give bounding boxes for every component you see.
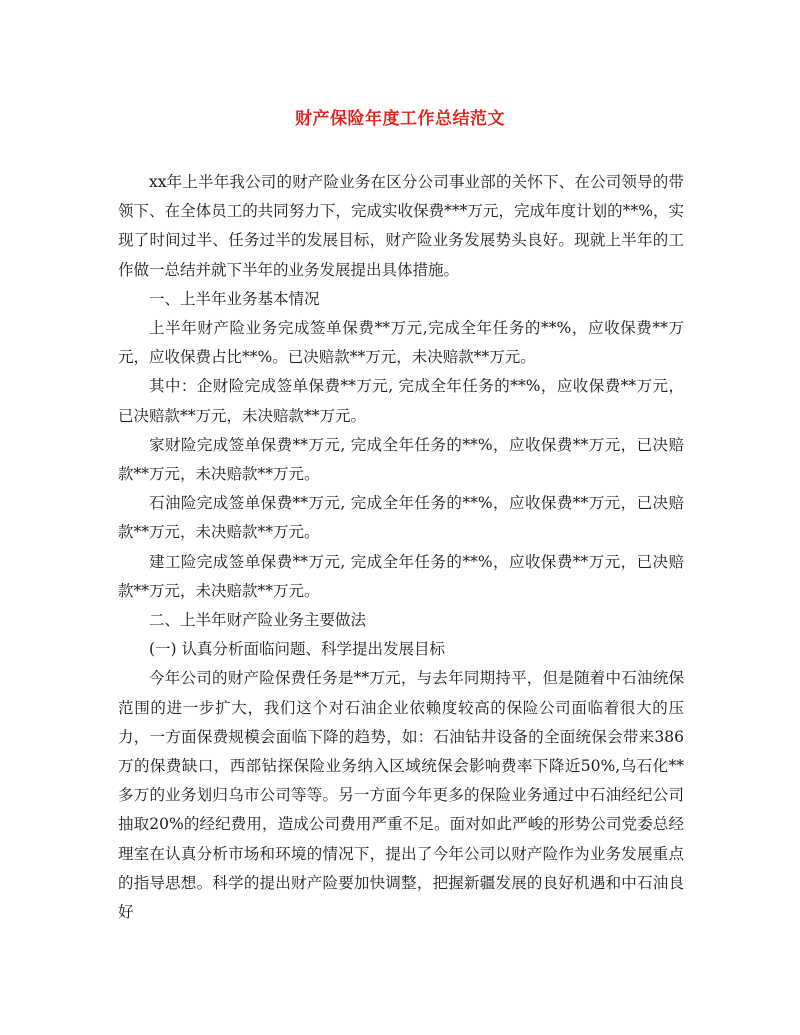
paragraph-construction-insurance: 建工险完成签单保费**万元, 完成全年任务的**%，应收保费**万元，已决赔款**万元，未决赔款**万元。 xyxy=(118,552,684,600)
paragraph-enterprise-insurance: 其中：企财险完成签单保费**万元, 完成全年任务的**%，应收保费**万元，已决赔款**万元，未决赔款**万元。 xyxy=(118,377,684,425)
section-heading-2: 二、上半年财产险业务主要做法 xyxy=(149,611,367,630)
paragraph-summary: 上半年财产险业务完成签单保费**万元,完成全年任务的**%，应收保费**万元，应收保费占比**%。已决赔款**万元，未决赔款**万元。 xyxy=(118,319,684,367)
subsection-heading-1: (一) 认真分析面临问题、科学提出发展目标 xyxy=(149,640,446,659)
paragraph-household-insurance: 家财险完成签单保费**万元, 完成全年任务的**%，应收保费**万元，已决赔款**万元，未决赔款**万元。 xyxy=(118,435,684,484)
paragraph-intro: xx年上半年我公司的财产险业务在区分公司事业部的关怀下、在公司领导的带领下、在全体员工的共同努力下，完成实收保费***万元，完成年度计划的**%，实现了时间过半、任务过半的发展目标，财产险业务发展势头良好。现就上半年的工作做一总结并就下半年的业务发展提出具体措施。 xyxy=(118,173,684,279)
document-title: 财产保险年度工作总结范文 xyxy=(295,109,505,129)
paragraph-petroleum-insurance: 石油险完成签单保费**万元, 完成全年任务的**%，应收保费**万元，已决赔款**万元，未决赔款**万元。 xyxy=(118,494,684,542)
paragraph-analysis: 今年公司的财产险保费任务是**万元，与去年同期持平，但是随着中石油统保范围的进一步扩大，我们这个对石油企业依赖度较高的保险公司面临着很大的压力，一方面保费规模会面临下降的趋势，如：石油钻井设备的全面统保会带来386万的保费缺口，西部钻探保险业务纳入区域统保会影响费率下降近50%,乌石化**多万的业务划归乌市公司等等。另一方面今年更多的保险业务通过中石油经纪公司抽取20%的经纪费用，造成公司费用严重不足。面对如此严峻的形势公司党委总经理室在认真分析市场和环境的情况下，提出了今年公司以财产险作为业务发展重点的指导思想。科学的提出财产险要加快调整，把握新疆发展的良好机遇和中石油良好 xyxy=(118,669,684,922)
document-body xyxy=(118,168,684,927)
section-heading-1: 一、上半年业务基本情况 xyxy=(149,289,320,308)
